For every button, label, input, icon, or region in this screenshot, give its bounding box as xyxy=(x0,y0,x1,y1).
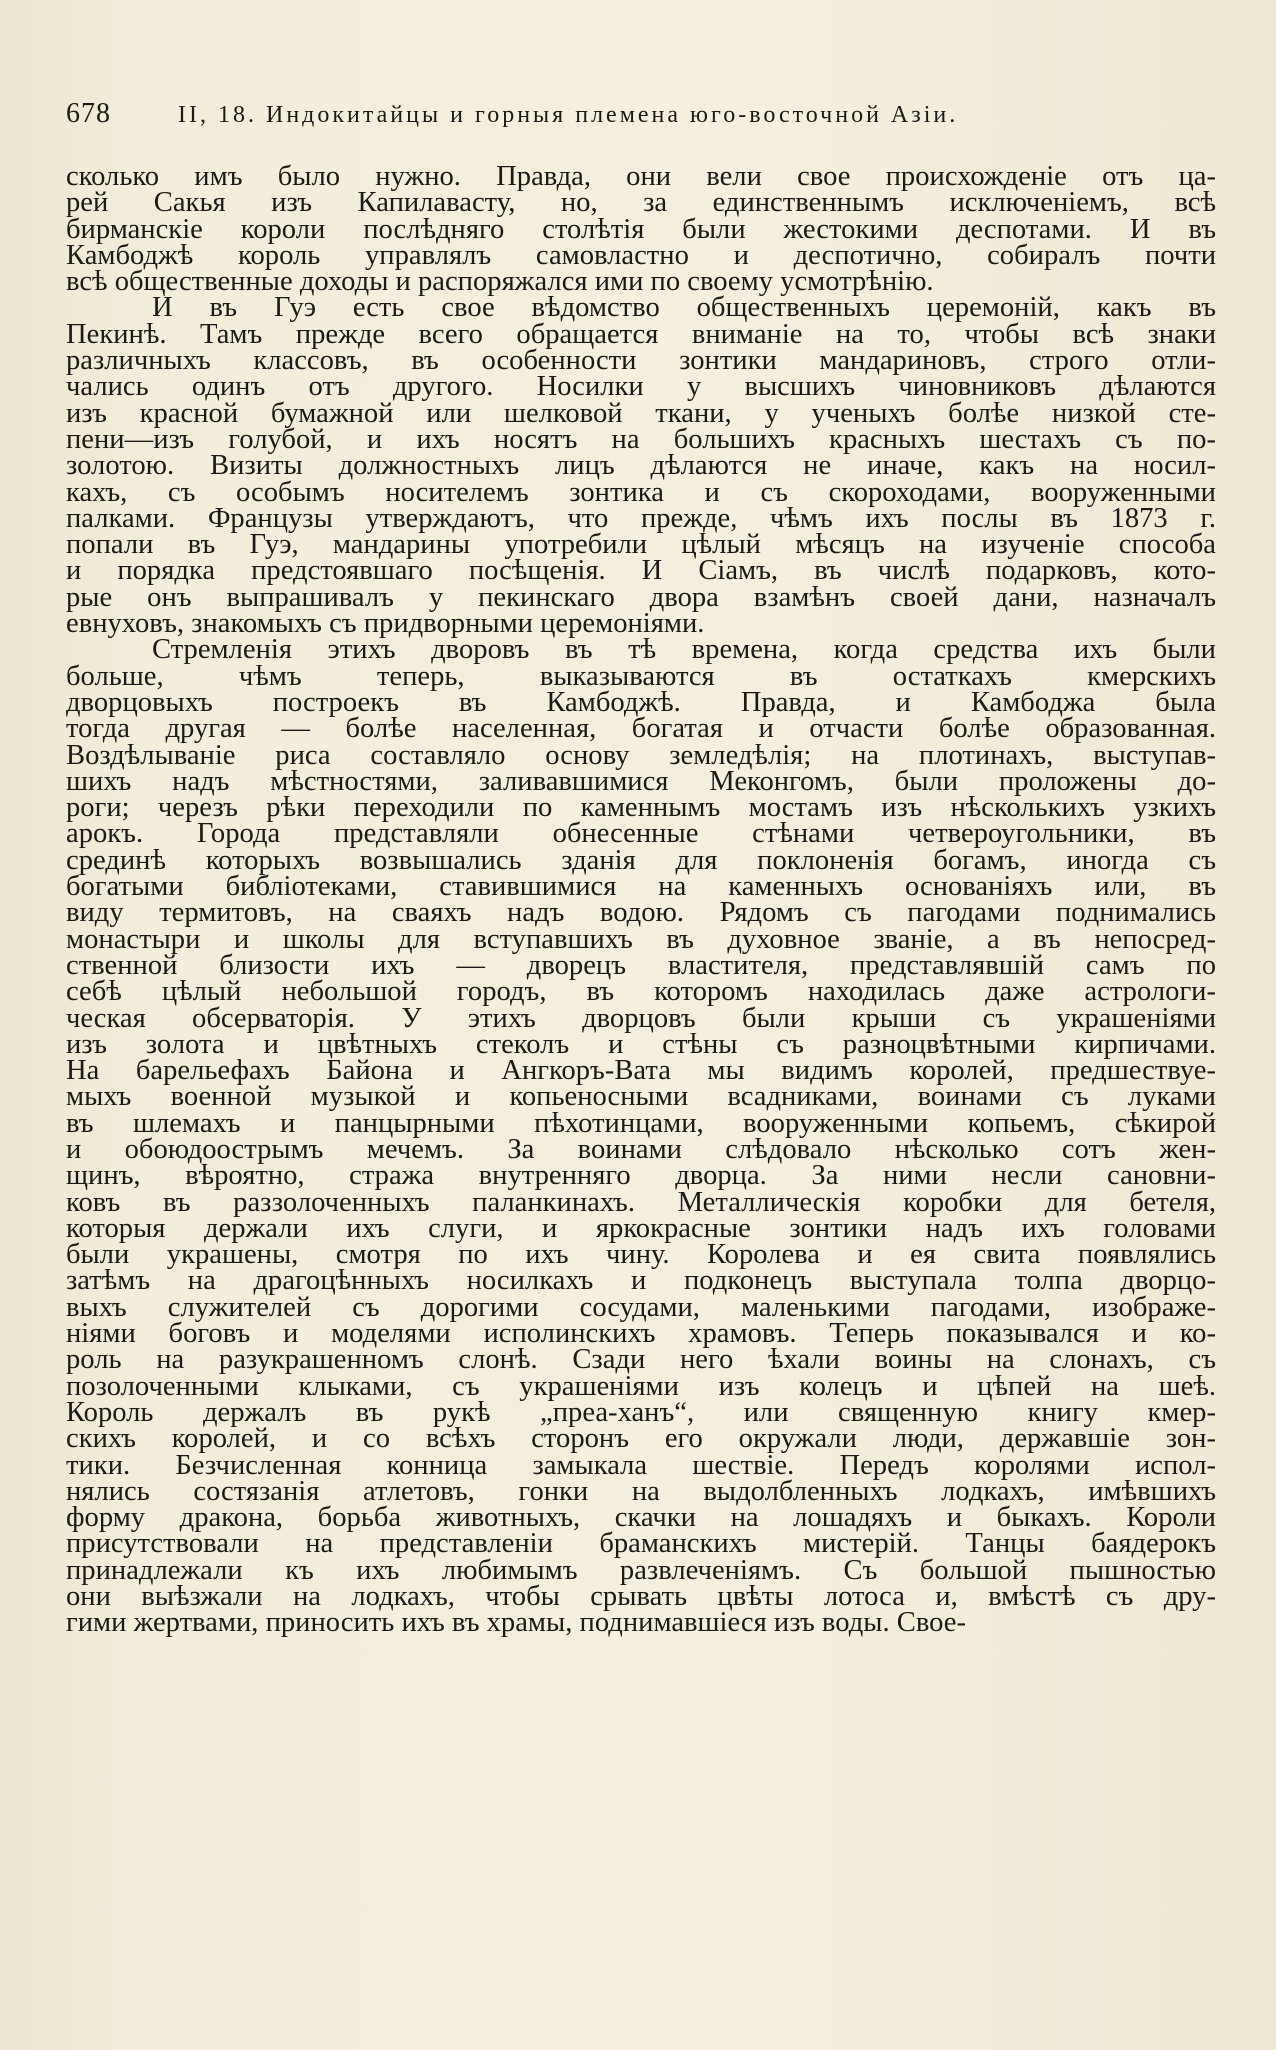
text-line: попали въ Гуэ, мандарины употребили цѣлый мѣсяцъ на изученіе способа xyxy=(66,529,1216,561)
text-line: и порядка предстоявшаго посѣщенія. И Сіамъ, въ числѣ подарковъ, кото- xyxy=(66,555,1216,587)
text-line: они выѣзжали на лодкахъ, чтобы срывать цвѣты лотоса и, вмѣстѣ съ дру- xyxy=(66,1581,1216,1613)
text-line: въ шлемахъ и панцырными пѣхотинцами, вооруженными копьемъ, сѣкирой xyxy=(66,1107,1216,1139)
page-header xyxy=(66,98,1216,130)
text-line: которыя держали ихъ слуги, и яркокрасные зонтики надъ ихъ головами xyxy=(66,1212,1216,1244)
text-line: роги; черезъ рѣки переходили по каменнымъ мостамъ изъ нѣсколькихъ узкихъ xyxy=(66,792,1216,824)
text-line: щинъ, вѣроятно, стража внутренняго дворца. За ними несли сановни- xyxy=(66,1160,1216,1192)
text-line: мыхъ военной музыкой и копьеносными всадниками, воинами съ луками xyxy=(66,1081,1216,1113)
text-line: выхъ служителей съ дорогими сосудами, маленькими пагодами, изображе- xyxy=(66,1291,1216,1323)
text-line: бирманскіе короли послѣдняго столѣтія были жестокими деспотами. И въ xyxy=(66,213,1216,245)
text-line: тики. Безчисленная конница замыкала шествіе. Передъ королями испол- xyxy=(66,1449,1216,1481)
text-line: ковъ въ раззолоченныхъ паланкинахъ. Металлическія коробки для бетеля, xyxy=(66,1186,1216,1218)
text-line: скихъ королей, и со всѣхъ сторонъ его окружали люди, державшіе зон- xyxy=(66,1423,1216,1455)
text-line: Пекинѣ. Тамъ прежде всего обращается вниманіе на то, чтобы всѣ знаки xyxy=(66,318,1216,350)
text-line: На барельефахъ Байона и Ангкоръ-Вата мы видимъ королей, предшествуе- xyxy=(66,1055,1216,1087)
text-line: принадлежали къ ихъ любимымъ развлеченіямъ. Съ большой пышностью xyxy=(66,1554,1216,1586)
text-line: ческая обсерваторія. У этихъ дворцовъ были крыши съ украшеніями xyxy=(66,1002,1216,1034)
body-text xyxy=(66,161,1216,1639)
text-line: больше, чѣмъ теперь, выказываются въ остаткахъ кмерскихъ xyxy=(66,660,1216,692)
text-line: пени—изъ голубой, и ихъ носятъ на большихъ красныхъ шестахъ съ по- xyxy=(66,423,1216,455)
text-line: Король держалъ въ рукѣ „преа-ханъ“, или священную книгу кмер- xyxy=(66,1396,1216,1428)
text-line: палками. Французы утверждаютъ, что прежде, чѣмъ ихъ послы въ 1873 г. xyxy=(66,502,1216,534)
text-line: присутствовали на представленіи браманскихъ мистерій. Танцы баядерокъ xyxy=(66,1528,1216,1560)
text-line: и обоюдоострымъ мечемъ. За воинами слѣдовало нѣсколько сотъ жен- xyxy=(66,1133,1216,1165)
text-line: нялись состязанія атлетовъ, гонки на выдолбленныхъ лодкахъ, имѣвшихъ xyxy=(66,1475,1216,1507)
text-line: монастыри и школы для вступавшихъ въ духовное званіе, а въ непосред- xyxy=(66,923,1216,955)
text-line: Камбоджѣ король управлялъ самовластно и деспотично, собиралъ почти xyxy=(66,239,1216,271)
text-line: различныхъ классовъ, въ особенности зонтики мандариновъ, строго отли- xyxy=(66,345,1216,377)
running-title: II, 18. Индокитайцы и горныя племена юго-восточной Азіи. xyxy=(178,102,959,128)
text-line: форму дракона, борьба животныхъ, скачки на лошадяхъ и быкахъ. Короли xyxy=(66,1502,1216,1534)
text-line: ніями боговъ и моделями исполинскихъ храмовъ. Теперь показывался и ко- xyxy=(66,1318,1216,1350)
text-line: изъ золота и цвѣтныхъ стеколъ и стѣны съ разноцвѣтными кирпичами. xyxy=(66,1028,1216,1060)
text-line: были украшены, смотря по ихъ чину. Королева и ея свита появлялись xyxy=(66,1239,1216,1271)
text-line: затѣмъ на драгоцѣнныхъ носилкахъ и подконецъ выступала толпа дворцо- xyxy=(66,1265,1216,1297)
text-line: кахъ, съ особымъ носителемъ зонтика и съ скороходами, вооруженными xyxy=(66,476,1216,508)
text-line: дворцовыхъ построекъ въ Камбоджѣ. Правда, и Камбоджа была xyxy=(66,686,1216,718)
text-line: себѣ цѣлый небольшой городъ, въ которомъ находилась даже астрологи- xyxy=(66,976,1216,1008)
text-line: чались одинъ отъ другого. Носилки у высшихъ чиновниковъ дѣлаются xyxy=(66,371,1216,403)
text-line: всѣ общественные доходы и распоряжался ими по своему усмотрѣнію. xyxy=(66,266,934,298)
text-line: арокъ. Города представляли обнесенные стѣнами четвероугольники, въ xyxy=(66,818,1216,850)
text-line: рей Сакья изъ Капилавасту, но, за единственнымъ исключеніемъ, всѣ xyxy=(66,187,1216,219)
text-line: богатыми библіотеками, ставившимися на каменныхъ основаніяхъ или, въ xyxy=(66,871,1216,903)
text-line: евнуховъ, знакомыхъ съ придворными церемоніями. xyxy=(66,608,705,640)
text-line: И въ Гуэ есть свое вѣдомство общественныхъ церемоній, какъ въ xyxy=(152,292,1216,324)
text-line: Стремленія этихъ дворовъ въ тѣ времена, когда средства ихъ были xyxy=(152,634,1216,666)
text-line: золотою. Визиты должностныхъ лицъ дѣлаются не иначе, какъ на носил- xyxy=(66,450,1216,482)
text-line: тогда другая — болѣе населенная, богатая и отчасти болѣе образованная. xyxy=(66,713,1216,745)
page-number: 678 xyxy=(66,98,111,129)
text-line: роль на разукрашенномъ слонѣ. Сзади него ѣхали воины на слонахъ, съ xyxy=(66,1344,1216,1376)
text-line: гими жертвами, приносить ихъ въ храмы, поднимавшіеся изъ воды. Свое- xyxy=(66,1607,967,1639)
text-line: изъ красной бумажной или шелковой ткани, у ученыхъ болѣе низкой сте- xyxy=(66,397,1216,429)
text-line: шихъ надъ мѣстностями, заливавшимися Меконгомъ, были проложены до- xyxy=(66,765,1216,797)
text-line: виду термитовъ, на сваяхъ надъ водою. Рядомъ съ пагодами поднимались xyxy=(66,897,1216,929)
text-line: рые онъ выпрашивалъ у пекинскаго двора взамѣнъ своей дани, назначалъ xyxy=(66,581,1216,613)
text-line: ственной близости ихъ — дворецъ властителя, представлявшій самъ по xyxy=(66,949,1216,981)
text-line: сколько имъ было нужно. Правда, они вели свое происхожденіе отъ ца- xyxy=(66,161,1216,192)
text-line: срединѣ которыхъ возвышались зданія для поклоненія богамъ, иногда съ xyxy=(66,844,1216,876)
text-line: Воздѣлываніе риса составляло основу земледѣлія; на плотинахъ, выступав- xyxy=(66,739,1216,771)
text-line: позолоченными клыками, съ украшеніями изъ колецъ и цѣпей на шеѣ. xyxy=(66,1370,1216,1402)
